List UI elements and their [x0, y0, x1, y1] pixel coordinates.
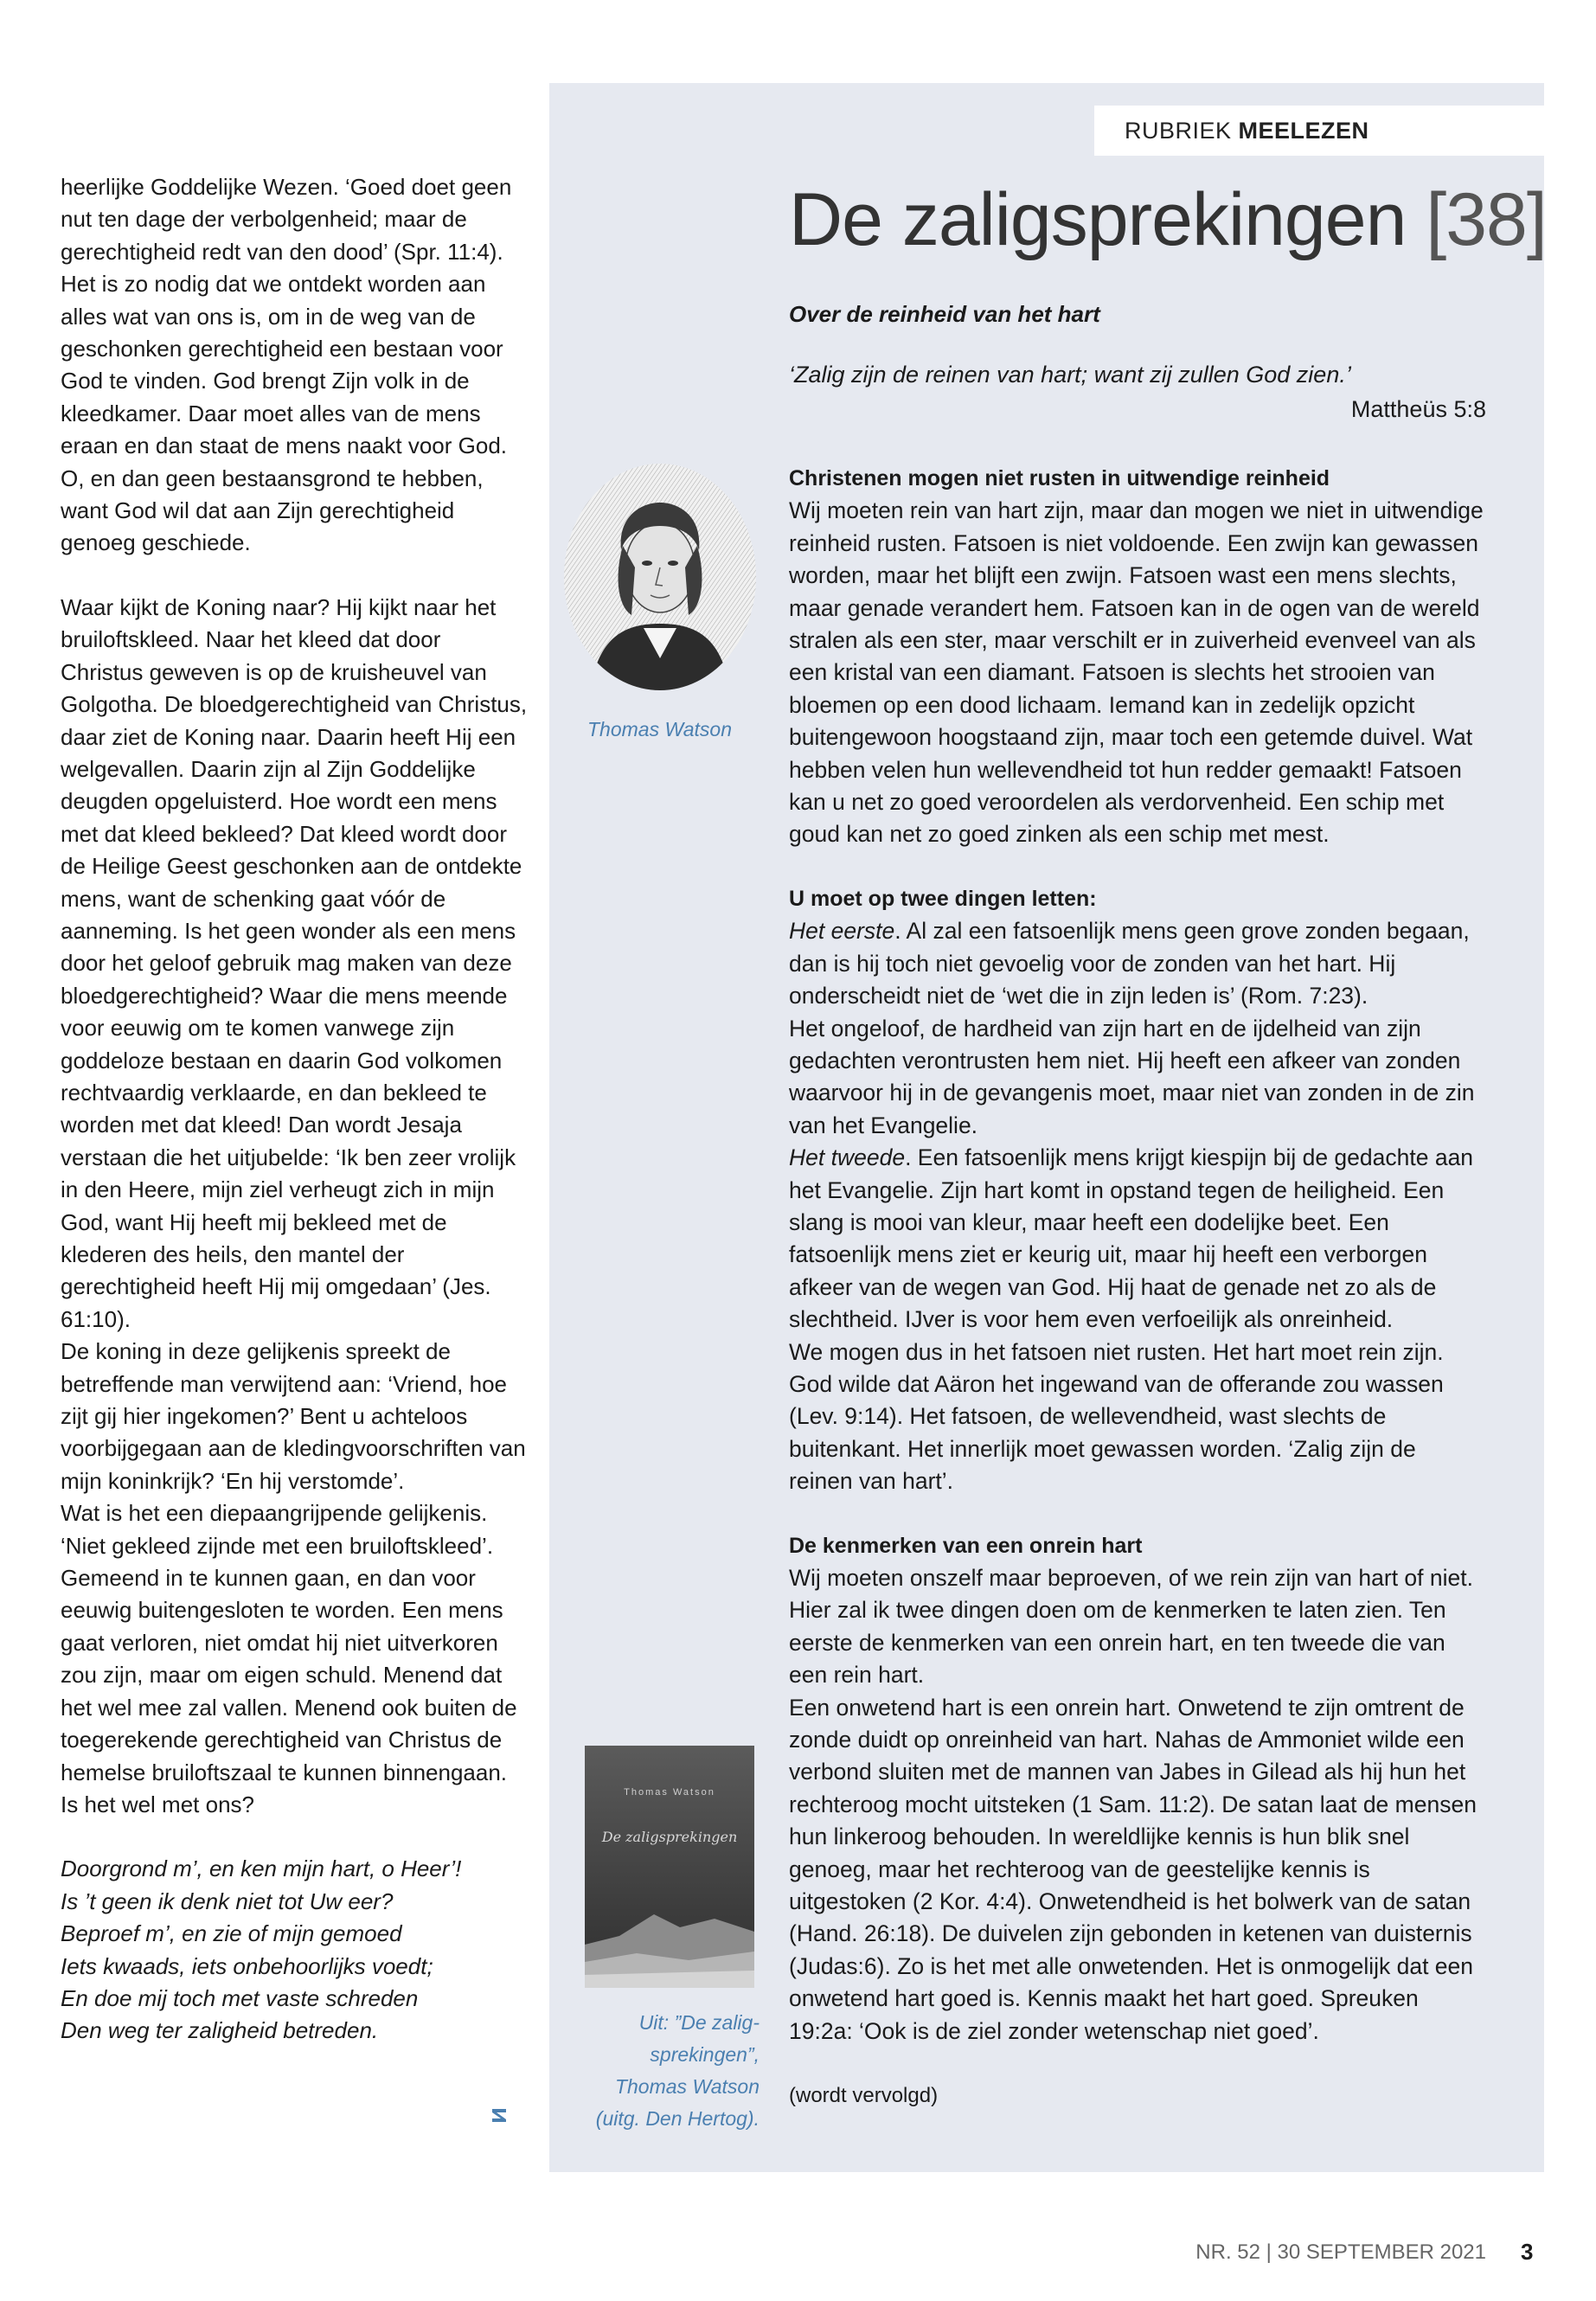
- main-paragraph: Een onwetend hart is een onrein hart. Onwetend te zijn omtrent de zonde duidt op onreinheid van hart. Nahas de Ammoniet wilde een verbond sluiten met de mannen van Jabes in Gilead als hij hun het rechteroog mocht uitsteken (1 Sam. 11:2). De satan laat de mensen hun linkeroog behouden. In wereldlijke kennis is hun blik snel genoeg, maar het rechteroog van de geestelijke kennis is uitgestoken (2 Kor. 4:4). Onwetendheid is het bolwerk van de satan (Hand. 26:18). De duivelen zijn gebonden in ketenen van duisternis (Judas:6). Zo is het met alle onwetenden. Het is onmogelijk dat een onwetend hart goed is. Kennis maakt het hart goed. Spreuken 19:2a: ‘Ook is de ziel zonder wetenschap niet goed’.: [789, 1694, 1477, 2044]
- verse-line: Iets kwaads, iets onbehoorlijks voedt;: [61, 1952, 433, 1979]
- left-paragraph: De koning in deze gelijkenis spreekt de betreffende man verwijtend aan: ‘Vriend, hoe zijt gij hier ingekomen?’ Bent u achteloos voorbijgegaan aan de kledingvoorschriften van mijn koninkrijk? ‘En hij verstomde’.: [61, 1338, 526, 1494]
- page-number: 3: [1521, 2239, 1534, 2265]
- left-paragraph: Wat is het een diepaangrijpende gelijkenis. ‘Niet gekleed zijnde met een bruiloftskleed’. Gemeend in te kunnen gaan, en dan voor eeuwig buitengesloten te worden. Een mens gaat verloren, niet omdat hij niet uitverkoren zou zijn, maar om eigen schuld. Menend dat het wel mee zal vallen. Menend ook buiten de toegerekende gerechtigheid van Christus de hemelse bruiloftszaal te kunnen binnengaan.: [61, 1500, 517, 1785]
- psalm-verse: [61, 1853, 528, 2047]
- emphasis-lead: Het tweede: [789, 1144, 906, 1171]
- portrait-engraving: [564, 464, 756, 690]
- left-paragraph: heerlijke Goddelijke Wezen. ‘Goed doet geen nut ten dage der verbolgenheid; maar de gerechtigheid redt van den dood’ (Spr. 11:4).: [61, 174, 512, 265]
- caption-line: Thomas Watson: [614, 2075, 760, 2098]
- to-be-continued: (wordt vervolgd): [789, 2084, 939, 2108]
- section-label: [1094, 106, 1544, 156]
- page-title: [789, 177, 1547, 263]
- portrait-caption: Thomas Watson: [586, 718, 733, 740]
- bible-reference: Mattheüs 5:8: [1350, 396, 1486, 422]
- verse-line: En doe mij toch met vaste schreden: [61, 1984, 419, 2011]
- title-part-number: [38]: [1426, 178, 1547, 261]
- title-text: De zaligsprekingen: [789, 178, 1407, 261]
- bible-quote: ‘Zalig zijn de reinen van hart; want zij zullen God zien.’: [789, 362, 1351, 388]
- section-heading: Christenen mogen niet rusten in uitwendige reinheid: [789, 466, 1330, 490]
- section-heading: De kenmerken van een onrein hart: [789, 1533, 1143, 1558]
- left-column: [61, 171, 528, 2048]
- section-label-prefix: RUBRIEK: [1125, 118, 1232, 144]
- book-cover-author: Thomas Watson: [624, 1787, 715, 1798]
- book-cover-title: De zaligsprekingen: [601, 1829, 738, 1845]
- main-paragraph: Wij moeten onszelf maar beproeven, of we rein zijn van hart of niet. Hier zal ik twee dingen doen om de kenmerken te laten zien. Ten eerste de kenmerken van een onrein hart, en ten tweede die van een rein hart.: [789, 1565, 1473, 1689]
- caption-line: (uitg. Den Hertog).: [595, 2107, 760, 2130]
- main-paragraph: Het ongeloof, de hardheid van zijn hart en de ijdelheid van zijn gedachten verontrusten hem niet. Hij heeft een afkeer van zonden waarvoor hij in de gevangenis moet, maar niet van zonden in de zin van het Evangelie.: [789, 1015, 1475, 1138]
- section-label-name: MEELEZEN: [1238, 118, 1369, 144]
- main-paragraph: We mogen dus in het fatsoen niet rusten. Het hart moet rein zijn. God wilde dat Aäron het ingewand van de offerande zou wassen (Lev. 9:14). Het fatsoen, de wellevendheid, wast slechts de buitenkant. Het innerlijk moet gewassen worden. ‘Zalig zijn de reinen van hart’.: [789, 1338, 1444, 1495]
- emphasis-lead: Het eerste: [789, 918, 895, 945]
- caption-line: sprekingen”,: [650, 2043, 760, 2066]
- left-paragraph: Waar kijkt de Koning naar? Hij kijkt naar het bruiloftskleed. Naar het kleed dat door Christus geweven is op de kruisheuvel van Golgotha. De bloedgerechtigheid van Christus, daar ziet de Koning naar. Daarin heeft Hij een welgevallen. Daarin zijn al Zijn Goddelijke deugden opgeluisterd. Hoe wordt een mens met dat kleed bekleed? Dat kleed wordt door de Heilige Geest geschonken aan de ontdekte mens, want de schenking gaat vóór de aanneming. Is het geen wonder als een mens door het geloof gebruik mag maken van deze bloedgerechtigheid? Waar die mens meende voor eeuwig om te komen vanwege zijn goddeloze bestaan en daarin God volkomen rechtvaardig verklaarde, en dan bekleed te worden met dat kleed! Dan wordt Jesaja verstaan die het uitjubelde: ‘Ik ben zeer vrolijk in den Heere, mijn ziel verheugt zich in mijn God, want Hij heeft mij bekleed met de klederen des heils, den mantel der gerechtigheid heeft Hij mij omgedaan’ (Jes. 61:10).: [61, 593, 528, 1332]
- verse-line: Den weg ter zaligheid betreden.: [61, 2017, 379, 2044]
- caption-line: Uit: ”De zalig-: [638, 2011, 760, 2034]
- book-cover: [585, 1746, 754, 1988]
- verse-line: Doorgrond m’, en ken mijn hart, o Heer’!: [61, 1856, 462, 1882]
- verse-line: Is ’t geen ik denk niet tot Uw eer?: [61, 1888, 394, 1914]
- main-paragraph: Wij moeten rein van hart zijn, maar dan mogen we niet in uitwendige reinheid rusten. Fatsoen is niet voldoende. Een zwijn kan gewassen worden, maar het blijft een zwijn. Fatsoen wast een mens slechts, maar genade verandert hem. Fatsoen kan in de ogen van de wereld stralen als een ster, maar verschilt er in zuiverheid evenveel van als een kristal van een diamant. Fatsoen is slechts het strooien van bloemen op een dood lichaam. Iemand kan in zedelijk opzicht buitengewoon hoogstaand zijn, maar toch een getemde duivel. Wat hebben velen hun wellevendheid tot hun redder gemaakt! Fatsoen kan u net zo goed veroordelen als verdorvenheid. Een schip met goud kan net zo goed zinken als een schip met mest.: [789, 497, 1484, 848]
- paragraph-text: . Een fatsoenlijk mens krijgt kiespijn bij de gedachte aan het Evangelie. Zijn hart komt in opstand tegen de heiligheid. Een slang is mooi van kleur, maar heeft een dodelijke beet. Een fatsoenlijk mens ziet er keurig uit, maar hij heeft een verborgen afkeer van de wegen van God. Hij haat de genade net zo als de slechtheid. IJver is voor hem even verfoeilijk als onreinheid.: [789, 1144, 1474, 1333]
- left-paragraph: Het is zo nodig dat we ontdekt worden aan alles wat van ons is, om in de weg van de geschonken gerechtigheid een bestaan voor God te vinden. God brengt Zijn volk in de kleedkamer. Daar moet alles van de mens eraan en dan staat de mens naakt voor God. O, en dan geen bestaansgrond te hebben, want God wil dat aan Zijn gerechtigheid genoeg geschiede.: [61, 271, 508, 556]
- main-column: [789, 463, 1485, 2112]
- end-mark-icon: [490, 2106, 509, 2130]
- article-subtitle: Over de reinheid van het hart: [789, 301, 1100, 327]
- book-caption: [562, 2007, 760, 2135]
- section-heading: U moet op twee dingen letten:: [789, 886, 1097, 911]
- verse-line: Beproef m’, en zie of mijn gemoed: [61, 1920, 402, 1947]
- paragraph-text: . Al zal een fatsoenlijk mens geen grove zonden begaan, dan is hij toch niet gevoelig voor de zonden van het hart. Hij onderscheidt niet de ‘wet die in zijn leden is’ (Rom. 7:23).: [789, 918, 1470, 1009]
- main-paragraph: [789, 1142, 1485, 1336]
- main-paragraph: [789, 915, 1485, 1012]
- issue-info: NR. 52 | 30 SEPTEMBER 2021: [1195, 2240, 1486, 2264]
- left-paragraph: Is het wel met ons?: [61, 1791, 254, 1817]
